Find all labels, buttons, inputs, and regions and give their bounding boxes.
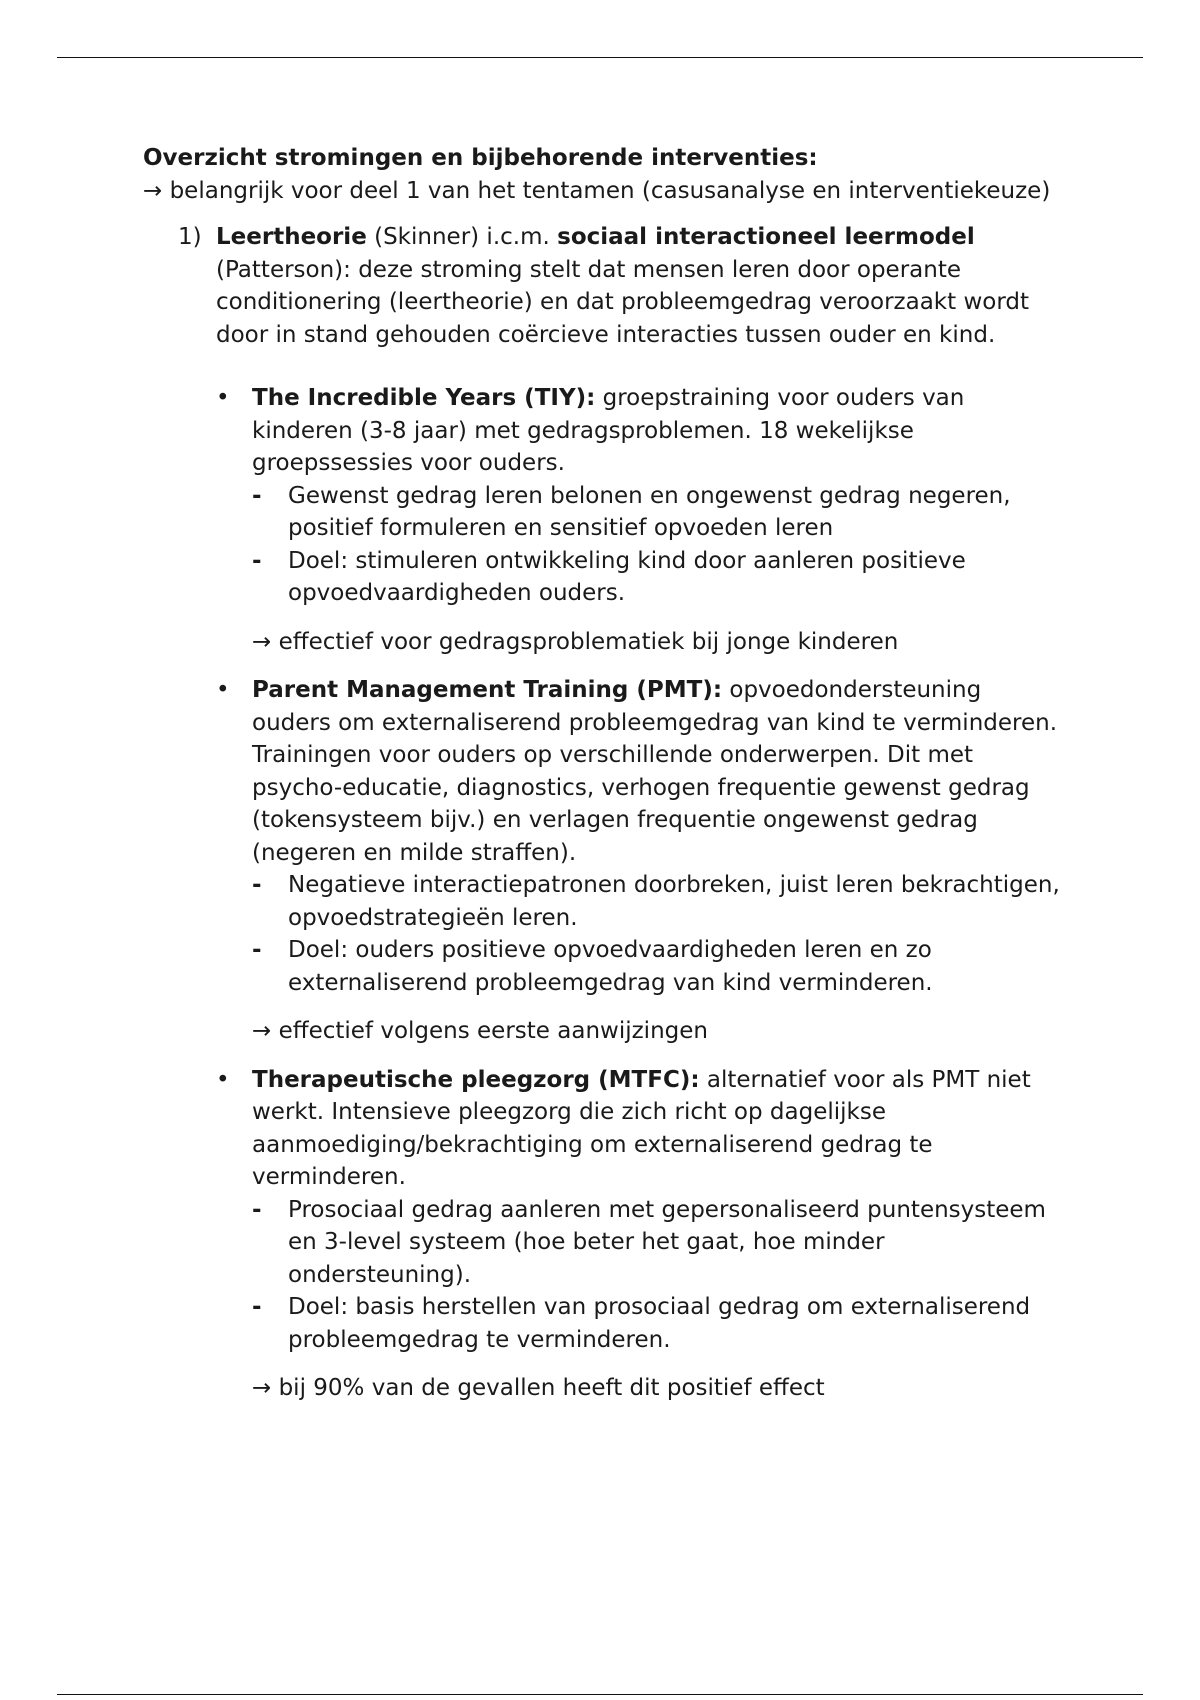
dash-point: [252, 869, 1063, 934]
intervention-description: groepstraining voor ouders van kinderen (3-8 jaar) met gedragsproblemen. 18 wekelijkse groepssessies voor ouders.: [252, 385, 965, 476]
point-text: Gewenst gedrag leren belonen en ongewenst gedrag negeren, positief formuleren en sensitief opvoeden leren: [288, 482, 1011, 541]
intervention-description: opvoedondersteuning ouders om externaliserend probleemgedrag van kind te verminderen. Trainingen voor ouders op verschillende onderwerpen. Dit met psycho-educatie, diagnostics, verhogen frequentie gewenst gedrag (tokensysteem bijv.) en verlagen frequentie ongewenst gedrag (negeren en milde straffen).: [252, 677, 1058, 866]
effect-note: → effectief volgens eerste aanwijzingen: [252, 1018, 708, 1044]
footer-rule: [57, 1694, 1143, 1695]
dash-point: [252, 1194, 1063, 1292]
intro: [143, 142, 1063, 207]
dash-icon: -: [252, 1294, 262, 1320]
intervention-name: Parent Management Training (PMT):: [252, 677, 723, 703]
term-sociaal-model: sociaal interactioneel leermodel: [557, 224, 975, 250]
page-title: Overzicht stromingen en bijbehorende interventies:: [143, 145, 818, 171]
dash-icon: -: [252, 482, 262, 509]
bullet-icon: •: [216, 1066, 230, 1093]
document-body: [143, 142, 1063, 1405]
intervention-description: alternatief voor als PMT niet werkt. Intensieve pleegzorg die zich richt op dagelijkse aanmoediging/bekrachtiging om externaliserend gedrag te verminderen.: [252, 1066, 1031, 1190]
numbered-item-1: [143, 221, 1063, 1405]
dash-point: [252, 545, 1063, 610]
point-text: Doel: basis herstellen van prosociaal gedrag om externaliserend probleemgedrag te verminderen.: [288, 1294, 1031, 1353]
item-number: 1): [178, 224, 202, 250]
point-text: Doel: ouders positieve opvoedvaardigheden leren en zo externaliserend probleemgedrag van kind verminderen.: [288, 937, 933, 996]
intervention-text: [252, 1064, 1063, 1194]
dash-point: [252, 480, 1063, 545]
header-rule: [57, 57, 1143, 58]
effect-note: → bij 90% van de gevallen heeft dit positief effect: [252, 1375, 825, 1401]
dash-icon: -: [252, 1196, 262, 1223]
intervention-text: [252, 674, 1063, 869]
effect-note: → effectief voor gedragsproblematiek bij jonge kinderen: [252, 628, 899, 655]
bullet-icon: •: [216, 385, 230, 411]
intervention-name: Therapeutische pleegzorg (MTFC):: [252, 1066, 700, 1093]
dash-icon: -: [252, 872, 262, 898]
intervention-text: [252, 382, 1063, 480]
point-text: Negatieve interactiepatronen doorbreken, juist leren bekrachtigen, opvoedstrategieën leren.: [288, 872, 1060, 931]
term-note: (Skinner) i.c.m.: [366, 224, 558, 250]
stroming-text: (Patterson): deze stroming stelt dat mensen leren door operante conditionering (leertheorie) en dat probleemgedrag veroorzaakt wordt door in stand gehouden coërcieve interacties tussen ouder en kind.: [216, 256, 1030, 348]
intervention-mtfc: [216, 1064, 1063, 1405]
bullet-icon: •: [216, 677, 230, 703]
point-text: Prosociaal gedrag aanleren met gepersonaliseerd puntensysteem en 3-level systeem (hoe beter het gaat, hoe minder ondersteuning).: [288, 1196, 1046, 1288]
term-leertheorie: Leertheorie: [216, 224, 367, 250]
dash-point: [252, 1291, 1063, 1356]
stroming-description: [216, 221, 1063, 351]
interventions-list: [216, 382, 1063, 1405]
dash-icon: -: [252, 547, 262, 574]
intervention-name: The Incredible Years (TIY):: [252, 385, 596, 411]
dash-icon: -: [252, 937, 262, 963]
intervention-tiy: [216, 382, 1063, 658]
intervention-pmt: [216, 674, 1063, 1048]
dash-point: [252, 934, 1063, 999]
point-text: Doel: stimuleren ontwikkeling kind door aanleren positieve opvoedvaardigheden ouders.: [288, 547, 966, 606]
subtitle: → belangrijk voor deel 1 van het tentamen (casusanalyse en interventiekeuze): [143, 177, 1051, 204]
